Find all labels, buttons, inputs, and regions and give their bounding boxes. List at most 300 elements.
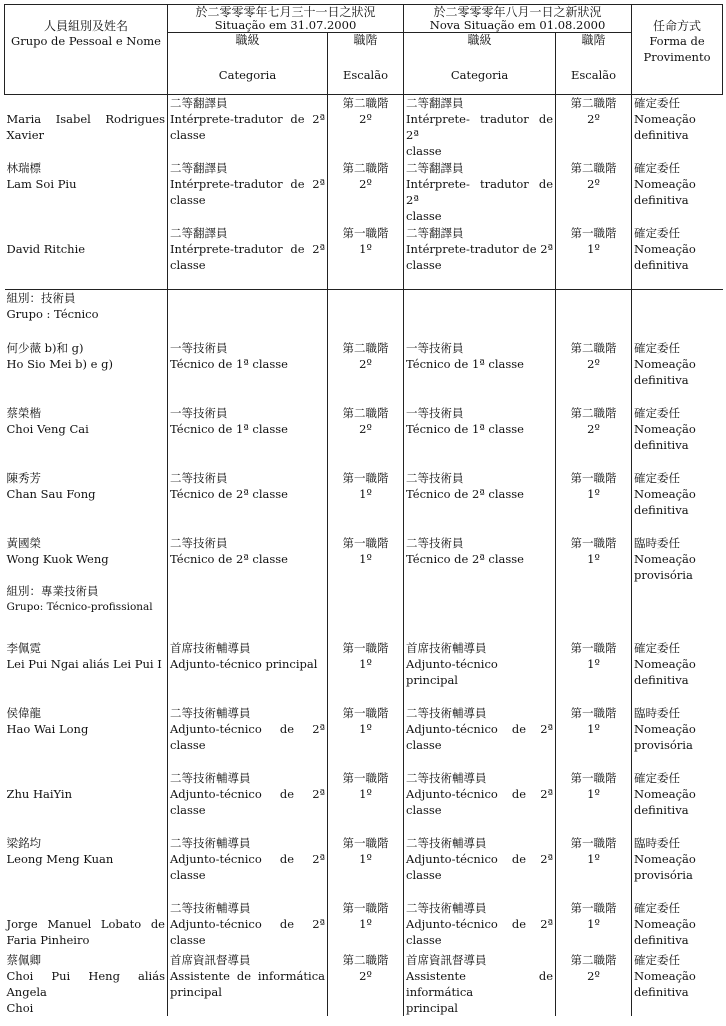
forma-cell-line: Nomeação	[634, 421, 696, 436]
person-name-line: 蔡榮楷	[6, 405, 41, 420]
person-name	[5, 835, 168, 900]
forma-cell	[632, 160, 723, 225]
old-categoria-cell-line: Técnico de 2ª classe	[170, 486, 288, 501]
old-categoria-cell-line: 首席資訊督導員	[170, 952, 251, 967]
old-categoria-cell-line: 二等技術輔導員	[170, 835, 251, 850]
new-categoria-cell-line: 二等翻譯員	[406, 160, 464, 175]
old-categoria-cell	[168, 952, 328, 1016]
person-name-line: Zhu HaiYin	[6, 786, 72, 801]
forma-cell-line: provisória	[634, 867, 693, 882]
old-categoria-cell	[168, 900, 328, 952]
new-categoria-cell-line: 二等技術輔導員	[406, 705, 487, 720]
person-name	[5, 640, 168, 705]
new-escalao-cell-line: 第二職階	[570, 952, 617, 967]
header-name-column: 人員組別及姓名 Grupo de Pessoal e Nome	[5, 5, 168, 95]
new-categoria-cell-line: 一等技術員	[406, 405, 464, 420]
new-escalao-cell-line: 第二職階	[570, 340, 617, 355]
person-name-line: 侯偉龍	[6, 705, 41, 720]
person-name	[5, 705, 168, 770]
old-categoria-cell-line: Adjunto-técnico de 2ª	[170, 851, 325, 866]
new-categoria-cell-line: classe	[406, 737, 442, 752]
old-escalao-cell	[328, 952, 404, 1016]
forma-cell	[632, 952, 723, 1016]
group-label	[5, 583, 168, 640]
forma-cell	[632, 405, 723, 470]
new-categoria-cell-line: 二等技術輔導員	[406, 835, 487, 850]
old-escalao-cell	[328, 770, 404, 835]
old-escalao-cell-line: 2º	[359, 356, 372, 371]
new-escalao-cell-line: 1º	[587, 721, 600, 736]
forma-cell-line: 確定委任	[634, 640, 681, 655]
person-name	[5, 900, 168, 952]
person-name-line	[7, 900, 166, 916]
new-categoria-cell-line: 二等技術輔導員	[406, 770, 487, 785]
old-escalao-cell-line: 第一職階	[342, 225, 389, 240]
new-categoria-cell-line: classe	[406, 867, 442, 882]
person-name-line: Faria Pinheiro	[6, 932, 90, 947]
old-categoria-cell-line: Intérprete-tradutor de 2ª	[170, 241, 325, 256]
new-escalao-cell	[556, 640, 632, 705]
new-categoria-cell	[404, 640, 556, 705]
old-categoria-cell-line: classe	[170, 867, 206, 882]
new-categoria-cell-line: classe	[406, 932, 442, 947]
forma-cell-line: definitiva	[634, 257, 689, 272]
forma-cell-line: Nomeação	[634, 551, 696, 566]
forma-cell-line: Nomeação	[634, 356, 696, 371]
old-categoria-cell-line: 二等技術輔導員	[170, 705, 251, 720]
old-categoria-cell-line: classe	[170, 128, 206, 142]
table-row	[5, 705, 723, 770]
person-name-line: 蔡佩卿	[6, 952, 41, 967]
old-categoria-cell-line: classe	[170, 802, 206, 817]
forma-cell-line: Nomeação	[634, 851, 696, 866]
new-categoria-cell	[404, 340, 556, 405]
old-categoria-cell-line: 二等技術員	[170, 535, 228, 550]
old-escalao-cell-line: 1º	[359, 851, 372, 866]
old-categoria-cell-line: Adjunto-técnico de 2ª	[170, 721, 325, 736]
forma-cell-line: definitiva	[634, 502, 689, 517]
forma-cell-line: definitiva	[634, 672, 689, 687]
forma-cell-line: 確定委任	[634, 96, 681, 110]
forma-cell-line: Nomeação	[634, 112, 696, 126]
forma-cell-line: 確定委任	[634, 470, 681, 485]
new-categoria-cell-line: 二等技術輔導員	[406, 900, 487, 915]
old-escalao-cell-line: 第二職階	[342, 340, 389, 355]
person-name-line: 黃國榮	[6, 535, 41, 550]
old-categoria-cell	[168, 225, 328, 290]
new-categoria-cell-line: Técnico de 1ª classe	[406, 356, 524, 371]
old-categoria-cell	[168, 770, 328, 835]
group-label	[5, 290, 168, 340]
new-categoria-cell-line: Técnico de 1ª classe	[406, 421, 524, 436]
table-row	[5, 95, 723, 160]
new-escalao-cell	[556, 770, 632, 835]
forma-cell-line: 臨時委任	[634, 535, 681, 550]
table-row	[5, 225, 723, 290]
old-categoria-cell-line: Adjunto-técnico principal	[170, 656, 318, 671]
old-categoria-cell	[168, 535, 328, 583]
person-name	[5, 160, 168, 225]
table-row	[5, 770, 723, 835]
new-escalao-cell-line: 1º	[587, 551, 600, 566]
new-escalao-cell-line: 2º	[587, 176, 600, 191]
new-escalao-cell	[556, 405, 632, 470]
person-name-line: Choi Pui Heng aliás Angela	[6, 968, 165, 999]
new-escalao-cell	[556, 160, 632, 225]
old-categoria-cell-line: 二等技術輔導員	[170, 900, 251, 915]
new-escalao-cell-line: 1º	[587, 486, 600, 501]
old-escalao-cell	[328, 705, 404, 770]
person-name-line: 梁銘均	[6, 835, 41, 850]
forma-cell	[632, 95, 723, 160]
person-name-line	[7, 95, 166, 111]
old-escalao-cell-line: 1º	[359, 721, 372, 736]
new-escalao-cell	[556, 835, 632, 900]
new-escalao-cell	[556, 952, 632, 1016]
forma-cell-line: definitiva	[634, 128, 689, 142]
new-escalao-cell	[556, 340, 632, 405]
old-escalao-cell	[328, 160, 404, 225]
person-name-line: Choi	[6, 1000, 34, 1015]
old-escalao-cell-line: 1º	[359, 656, 372, 671]
new-categoria-cell-line: 首席資訊督導員	[406, 952, 487, 967]
forma-cell-line: definitiva	[634, 437, 689, 452]
old-escalao-cell	[328, 900, 404, 952]
person-name	[5, 405, 168, 470]
forma-cell-line: definitiva	[634, 984, 689, 999]
old-categoria-cell-line: classe	[170, 932, 206, 947]
old-categoria-cell-line: 一等技術員	[170, 405, 228, 420]
person-name-line: David Ritchie	[6, 241, 86, 256]
old-categoria-cell-line: Intérprete-tradutor de 2ª	[170, 176, 325, 191]
new-escalao-cell-line: 2º	[587, 112, 600, 126]
table-row	[5, 952, 723, 1016]
forma-cell-line: definitiva	[634, 802, 689, 817]
new-escalao-cell	[556, 470, 632, 535]
new-escalao-cell-line: 第一職階	[570, 470, 617, 485]
header-old-categoria: 職級 Categoria	[168, 33, 328, 95]
old-escalao-cell-line: 第一職階	[342, 640, 389, 655]
new-categoria-cell	[404, 535, 556, 583]
forma-cell	[632, 900, 723, 952]
person-name	[5, 535, 168, 583]
new-categoria-cell	[404, 835, 556, 900]
old-categoria-cell-line: classe	[170, 737, 206, 752]
person-name-line: 何少薇 b)和 g)	[6, 340, 84, 355]
old-escalao-cell	[328, 535, 404, 583]
new-escalao-cell-line: 第一職階	[570, 225, 617, 240]
person-name-line: 李佩霓	[6, 640, 41, 655]
table-row	[5, 470, 723, 535]
new-categoria-cell-line: Adjunto-técnico de 2ª	[406, 916, 554, 931]
forma-cell	[632, 770, 723, 835]
old-categoria-cell	[168, 835, 328, 900]
table-row	[5, 405, 723, 470]
forma-cell-line: 臨時委任	[634, 835, 681, 850]
old-categoria-cell-line: principal	[170, 984, 222, 999]
new-categoria-cell-line: 二等技術員	[406, 535, 464, 550]
old-categoria-cell-line: 二等翻譯員	[170, 96, 228, 110]
person-name-line: Wong Kuok Weng	[6, 551, 109, 566]
old-categoria-cell-line: Adjunto-técnico de 2ª	[170, 916, 325, 931]
old-escalao-cell-line: 第一職階	[342, 705, 389, 720]
new-categoria-cell-line: Adjunto-técnico de 2ª	[406, 786, 554, 801]
old-escalao-cell-line: 第二職階	[342, 96, 389, 110]
person-name	[5, 770, 168, 835]
group-row	[5, 583, 723, 640]
old-escalao-cell-line: 1º	[359, 916, 372, 931]
new-escalao-cell-line: 第一職階	[570, 835, 617, 850]
old-categoria-cell-line: Técnico de 2ª classe	[170, 551, 288, 566]
group-row	[5, 290, 723, 340]
table-row	[5, 340, 723, 405]
forma-cell-line: definitiva	[634, 932, 689, 947]
new-categoria-cell-line: principal	[406, 1000, 458, 1015]
forma-cell-line: 臨時委任	[634, 705, 681, 720]
new-escalao-cell-line: 1º	[587, 786, 600, 801]
person-name-line: 陳秀芳	[6, 470, 41, 485]
forma-cell-line: 確定委任	[634, 340, 681, 355]
old-categoria-cell	[168, 405, 328, 470]
new-categoria-cell	[404, 160, 556, 225]
new-escalao-cell	[556, 705, 632, 770]
old-escalao-cell-line: 2º	[359, 112, 372, 126]
forma-cell	[632, 835, 723, 900]
group-label-line: 組別：專業技術員	[6, 583, 99, 598]
new-escalao-cell-line: 第一職階	[570, 705, 617, 720]
person-name-line: Choi Veng Cai	[6, 421, 89, 436]
forma-cell	[632, 705, 723, 770]
new-categoria-cell-line: classe	[406, 144, 442, 158]
new-categoria-cell	[404, 470, 556, 535]
forma-cell-line: 確定委任	[634, 160, 681, 175]
forma-cell	[632, 340, 723, 405]
old-escalao-cell-line: 第一職階	[342, 835, 389, 850]
new-categoria-cell-line: 一等技術員	[406, 340, 464, 355]
person-name-line: Ho Sio Mei b) e g)	[6, 356, 113, 371]
old-categoria-cell-line: Adjunto-técnico de 2ª	[170, 786, 325, 801]
forma-cell-line: Nomeação	[634, 656, 696, 671]
old-escalao-cell-line: 第一職階	[342, 470, 389, 485]
person-name-line: Chan Sau Fong	[6, 486, 96, 501]
forma-cell-line: Nomeação	[634, 241, 696, 256]
new-categoria-cell	[404, 405, 556, 470]
person-name-line: Jorge Manuel Lobato de	[6, 916, 165, 931]
old-escalao-cell	[328, 225, 404, 290]
old-categoria-cell-line: Assistente de informática	[170, 968, 325, 983]
old-categoria-cell-line: 二等技術員	[170, 470, 228, 485]
forma-cell-line: definitiva	[634, 372, 689, 387]
old-categoria-cell	[168, 95, 328, 160]
new-categoria-cell	[404, 290, 556, 340]
person-name-line: Xavier	[6, 128, 45, 142]
group-label-line: Grupo: Técnico-profissional	[6, 600, 153, 613]
forma-cell-line: 確定委任	[634, 225, 681, 240]
new-categoria-cell-line: classe	[406, 257, 442, 272]
staff-table	[4, 4, 723, 1016]
new-escalao-cell	[556, 95, 632, 160]
old-escalao-cell	[328, 583, 404, 640]
forma-cell	[632, 640, 723, 705]
old-escalao-cell	[328, 470, 404, 535]
new-escalao-cell-line: 第二職階	[570, 160, 617, 175]
old-escalao-cell-line: 1º	[359, 486, 372, 501]
person-name	[5, 340, 168, 405]
old-categoria-cell	[168, 290, 328, 340]
forma-cell	[632, 225, 723, 290]
old-escalao-cell-line: 第一職階	[342, 770, 389, 785]
new-escalao-cell	[556, 535, 632, 583]
group-label-line: Grupo : Técnico	[6, 307, 99, 321]
new-escalao-cell-line: 1º	[587, 851, 600, 866]
new-escalao-cell	[556, 900, 632, 952]
forma-cell-line: definitiva	[634, 192, 689, 207]
table-row	[5, 900, 723, 952]
old-categoria-cell-line: Técnico de 1ª classe	[170, 421, 288, 436]
new-escalao-cell-line: 第一職階	[570, 770, 617, 785]
new-categoria-cell-line: Adjunto-técnico de 2ª	[406, 721, 554, 736]
person-name-line: Leong Meng Kuan	[6, 851, 114, 866]
header-old-escalao: 職階 Escalão	[328, 33, 404, 95]
person-name	[5, 225, 168, 290]
person-name-line: Maria Isabel Rodrigues	[6, 112, 165, 126]
table-row	[5, 835, 723, 900]
forma-cell-line: Nomeação	[634, 721, 696, 736]
new-escalao-cell-line: 2º	[587, 356, 600, 371]
old-escalao-cell	[328, 95, 404, 160]
new-categoria-cell	[404, 95, 556, 160]
header-old-situation: 於二零零零年七月三十一日之狀況 Situação em 31.07.2000	[168, 5, 404, 33]
person-name-line	[7, 770, 166, 786]
person-name-line: Lam Soi Piu	[6, 176, 77, 191]
forma-cell	[632, 535, 723, 583]
person-name-line	[7, 225, 166, 241]
old-categoria-cell-line: 二等翻譯員	[170, 160, 228, 175]
table-row	[5, 535, 723, 583]
old-categoria-cell-line: 二等翻譯員	[170, 225, 228, 240]
new-categoria-cell	[404, 952, 556, 1016]
new-categoria-cell-line: 二等翻譯員	[406, 96, 464, 110]
new-escalao-cell	[556, 583, 632, 640]
old-escalao-cell	[328, 640, 404, 705]
old-escalao-cell	[328, 340, 404, 405]
new-categoria-cell	[404, 705, 556, 770]
new-categoria-cell-line: Intérprete- tradutor de 2ª	[406, 112, 554, 142]
old-categoria-cell	[168, 640, 328, 705]
header-new-escalao: 職階 Escalão	[556, 33, 632, 95]
new-categoria-cell-line: 首席技術輔導員	[406, 640, 487, 655]
old-escalao-cell-line: 第二職階	[342, 952, 389, 967]
new-escalao-cell-line: 第一職階	[570, 900, 617, 915]
forma-cell-line: Nomeação	[634, 786, 696, 801]
old-escalao-cell-line: 2º	[359, 968, 372, 983]
new-categoria-cell-line: Intérprete- tradutor de 2ª	[406, 176, 554, 207]
old-escalao-cell	[328, 290, 404, 340]
new-categoria-cell-line: Adjunto-técnico principal	[406, 656, 498, 687]
old-escalao-cell-line: 第二職階	[342, 405, 389, 420]
new-escalao-cell	[556, 225, 632, 290]
forma-cell-line: Nomeação	[634, 916, 696, 931]
person-name	[5, 95, 168, 160]
header-forma: 任命方式 Forma de Provimento	[632, 5, 723, 95]
forma-cell-line: 確定委任	[634, 405, 681, 420]
new-categoria-cell-line: classe	[406, 802, 442, 817]
person-name-line: Hao Wai Long	[6, 721, 89, 736]
old-categoria-cell	[168, 340, 328, 405]
new-escalao-cell	[556, 290, 632, 340]
forma-cell-line: 確定委任	[634, 770, 681, 785]
forma-cell	[632, 583, 723, 640]
old-escalao-cell-line: 1º	[359, 551, 372, 566]
table-row	[5, 640, 723, 705]
old-categoria-cell-line: 二等技術輔導員	[170, 770, 251, 785]
new-categoria-cell	[404, 770, 556, 835]
old-categoria-cell-line: Intérprete-tradutor de 2ª	[170, 112, 325, 126]
old-categoria-cell	[168, 705, 328, 770]
old-categoria-cell-line: classe	[170, 192, 206, 207]
new-categoria-cell-line: Técnico de 2ª classe	[406, 486, 524, 501]
old-escalao-cell	[328, 405, 404, 470]
old-categoria-cell	[168, 160, 328, 225]
document-page	[4, 4, 722, 1026]
new-escalao-cell-line: 1º	[587, 241, 600, 256]
new-categoria-cell-line: classe	[406, 208, 442, 223]
person-name-line: Lei Pui Ngai aliás Lei Pui I	[6, 656, 162, 671]
old-escalao-cell	[328, 835, 404, 900]
old-categoria-cell	[168, 470, 328, 535]
new-escalao-cell-line: 第一職階	[570, 640, 617, 655]
old-escalao-cell-line: 第一職階	[342, 900, 389, 915]
forma-cell-line: 確定委任	[634, 952, 681, 967]
forma-cell-line: Nomeação	[634, 968, 696, 983]
header-new-situation: 於二零零零年八月一日之新狀況 Nova Situação em 01.08.2000	[404, 5, 632, 33]
old-escalao-cell-line: 第二職階	[342, 160, 389, 175]
new-categoria-cell	[404, 225, 556, 290]
new-categoria-cell-line: Intérprete-tradutor de 2ª	[406, 241, 554, 256]
old-categoria-cell-line: Técnico de 1ª classe	[170, 356, 288, 371]
old-categoria-cell	[168, 583, 328, 640]
forma-cell-line: provisória	[634, 737, 693, 752]
forma-cell	[632, 470, 723, 535]
new-escalao-cell-line: 第二職階	[570, 405, 617, 420]
group-label-line: 組別：技術員	[6, 291, 76, 305]
new-categoria-cell-line: 二等技術員	[406, 470, 464, 485]
old-escalao-cell-line: 第一職階	[342, 535, 389, 550]
new-categoria-cell-line: Adjunto-técnico de 2ª	[406, 851, 554, 866]
new-escalao-cell-line: 第二職階	[570, 96, 617, 110]
forma-cell-line: Nomeação	[634, 176, 696, 191]
new-escalao-cell-line: 1º	[587, 656, 600, 671]
old-escalao-cell-line: 1º	[359, 786, 372, 801]
person-name	[5, 470, 168, 535]
person-name	[5, 952, 168, 1016]
forma-cell	[632, 290, 723, 340]
new-categoria-cell-line: Assistente de informática	[406, 968, 554, 999]
person-name-line: 林瑞標	[6, 160, 41, 175]
old-categoria-cell-line: 一等技術員	[170, 340, 228, 355]
new-categoria-cell	[404, 583, 556, 640]
old-escalao-cell-line: 2º	[359, 421, 372, 436]
forma-cell-line: 確定委任	[634, 900, 681, 915]
new-escalao-cell-line: 2º	[587, 968, 600, 983]
old-escalao-cell-line: 2º	[359, 176, 372, 191]
header-new-categoria: 職級 Categoria	[404, 33, 556, 95]
new-escalao-cell-line: 第一職階	[570, 535, 617, 550]
old-categoria-cell-line: classe	[170, 257, 206, 272]
new-escalao-cell-line: 2º	[587, 421, 600, 436]
new-categoria-cell-line: 二等翻譯員	[406, 225, 464, 240]
table-row	[5, 160, 723, 225]
